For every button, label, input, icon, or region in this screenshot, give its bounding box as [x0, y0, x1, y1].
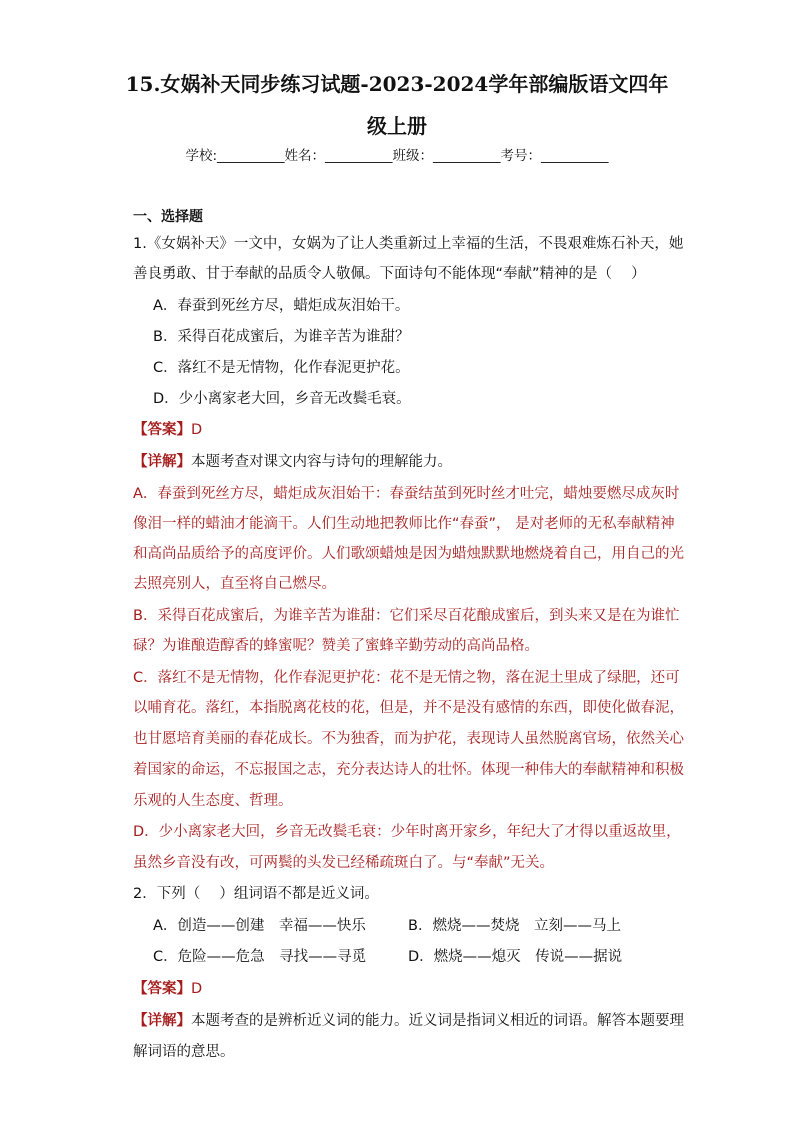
q2-answer — [133, 979, 202, 999]
detail-tag: 【详解】 — [133, 454, 191, 470]
q2-option-a: A．创造——创建 幸福——快乐 — [153, 918, 366, 934]
q1-explanation-line: D．少小离家老大回，乡音无改鬓毛衰：少年时离开家乡，年纪大了才得以重返故里， — [133, 824, 681, 840]
q1-answer — [133, 420, 202, 440]
q1-explanation-line: 去照亮别人，直至将自己燃尽。 — [133, 576, 336, 592]
title-line-2: 级上册 — [367, 114, 427, 138]
q1-explanation-line: 和高尚品质给予的高度评价。人们歌颂蜡烛是因为蜡烛默默地燃烧着自己，用自己的光 — [133, 546, 684, 562]
q1-detail — [133, 452, 452, 472]
q1-option-d: D．少小离家老大回，乡音无改鬓毛衰。 — [153, 391, 411, 407]
q2-option-b: B．燃烧——焚烧 立刻——马上 — [408, 918, 621, 934]
q1-explanation-line: B．采得百花成蜜后，为谁辛苦为谁甜：它们采尽百花酿成蜜后，到头来又是在为谁忙 — [133, 608, 680, 624]
q1-explanation-line: C．落红不是无情物，化作春泥更护花：花不是无情之物，落在泥土里成了绿肥，还可 — [133, 670, 680, 686]
q1-explanation-line: 着国家的命运，不忘报国之志，充分表达诗人的壮怀。体现一种伟大的奉献精神和积极 — [133, 762, 684, 778]
q1-explanation-line: 碌？为谁酿造醇香的蜂蜜呢？赞美了蜜蜂辛勤劳动的高尚品格。 — [133, 638, 539, 654]
answer-value: D — [191, 981, 203, 997]
q1-explanation-line: 也甘愿培育美丽的春花成长。不为独香，而为护花，表现诗人虽然脱离官场，依然关心 — [133, 731, 684, 747]
answer-tag: 【答案】 — [133, 422, 191, 438]
detail-text: 本题考查的是辨析近义词的能力。近义词是指词义相近的词语。解答本题要理 — [191, 1013, 684, 1029]
q1-explanation-line: 乐观的人生态度、哲理。 — [133, 793, 293, 809]
q2-detail-line-2: 解词语的意思。 — [133, 1044, 235, 1060]
q1-stem-line-2: 善良勇敢、甘于奉献的品质令人敬佩。下面诗句不能体现“奉献”精神的是（ ） — [133, 266, 646, 282]
section-heading: 一、选择题 — [133, 209, 203, 225]
q1-stem-line-1: 1.《女娲补天》一文中，女娲为了让人类重新过上幸福的生活，不畏艰难炼石补天，她 — [133, 236, 684, 252]
q2-stem: 2．下列（ ）组词语不都是近义词。 — [133, 886, 379, 902]
q1-explanation-line: 以哺育花。落红，本指脱离花枝的花，但是，并不是没有感情的东西，即使化做春泥， — [133, 700, 684, 716]
q2-detail — [133, 1011, 684, 1031]
student-info-line: 学校:__________姓名：__________班级：__________考号：__________ — [185, 148, 609, 164]
q1-explanation-line: 虽然乡音没有改，可两鬓的头发已经稀疏斑白了。与“奉献”无关。 — [133, 855, 555, 871]
title-line-1: 15.女娲补天同步练习试题-2023-2024学年部编版语文四年 — [125, 72, 669, 96]
q1-option-a: A．春蚕到死丝方尽，蜡炬成灰泪始干。 — [153, 298, 410, 314]
q2-option-d: D．燃烧——熄灭 传说——据说 — [408, 949, 623, 965]
q1-explanation-line: A．春蚕到死丝方尽，蜡炬成灰泪始干：春蚕结茧到死时丝才吐完，蜡烛要燃尽成灰时 — [133, 486, 680, 502]
answer-value: D — [191, 422, 203, 438]
q2-option-c: C．危险——危急 寻找——寻觅 — [153, 949, 367, 965]
answer-tag: 【答案】 — [133, 981, 191, 997]
q1-option-c: C．落红不是无情物，化作春泥更护花。 — [153, 360, 410, 376]
detail-intro: 本题考查对课文内容与诗句的理解能力。 — [191, 454, 452, 470]
detail-tag: 【详解】 — [133, 1013, 191, 1029]
q1-explanation-line: 像泪一样的蜡油才能滴干。人们生动地把教师比作“春蚕”， 是对老师的无私奉献精神 — [133, 516, 675, 532]
q1-option-b: B．采得百花成蜜后，为谁辛苦为谁甜？ — [153, 329, 410, 345]
